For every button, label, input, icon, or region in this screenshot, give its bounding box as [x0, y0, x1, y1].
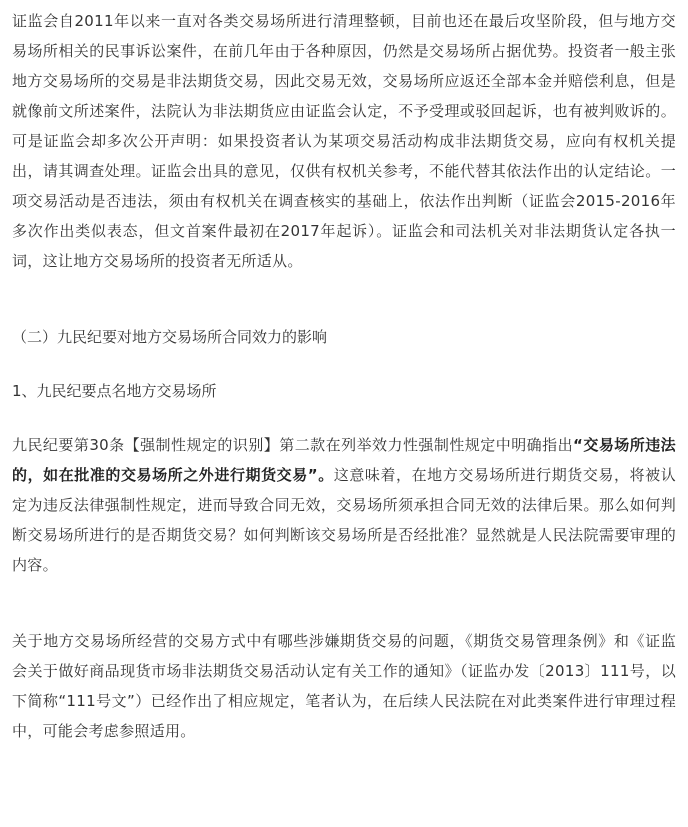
paragraph-futures-regulation: 关于地方交易场所经营的交易方式中有哪些涉嫌期货交易的问题，《期货交易管理条例》和《证监会关于做好商品现货市场非法期货交易活动认定有关工作的通知》（证监办发〔2013〕111号，以下简称“111号文”）已经作出了相应规定，笔者认为，在后续人民法院在对此类案件进行审理过程中，可能会考虑参照适用。	[12, 632, 676, 740]
paragraph-2-lead-text: 九民纪要第30条【强制性规定的识别】第二款在列举效力性强制性规定中明确指出	[12, 436, 574, 454]
section-heading: （二）九民纪要对地方交易场所合同效力的影响	[12, 328, 328, 346]
paragraph-regulatory-background: 证监会自2011年以来一直对各类交易场所进行清理整顿，目前也还在最后攻坚阶段，但与地方交易场所相关的民事诉讼案件，在前几年由于各种原因，仍然是交易场所占据优势。投资者一般主张地方交易场所的交易是非法期货交易，因此交易无效，交易场所应返还全部本金并赔偿利息，但是就像前文所述案件，法院认为非法期货应由证监会认定，不予受理或驳回起诉，也有被判败诉的。可是证监会却多次公开声明：如果投资者认为某项交易活动构成非法期货交易，应向有权机关提出，请其调查处理。证监会出具的意见，仅供有权机关参考，不能代替其依法作出的认定结论。一项交易活动是否违法，须由有权机关在调查核实的基础上，依法作出判断（证监会2015-2016年多次作出类似表态，但文首案件最初在2017年起诉）。证监会和司法机关对非法期货认定各执一词，这让地方交易场所的投资者无所适从。	[12, 12, 676, 270]
paragraph-article-30	[12, 430, 676, 580]
bold-quote: “交易场所违法的，如在批准的交易场所之外进行期货交易”。	[12, 436, 676, 484]
sub-heading: 1、九民纪要点名地方交易场所	[12, 382, 217, 400]
paragraph-2-tail-text: 这意味着，在地方交易场所进行期货交易，将被认定为违反法律强制性规定，进而导致合同无效，交易场所须承担合同无效的法律后果。那么如何判断交易场所进行的是否期货交易？如何判断该交易场所是否经批准？显然就是人民法院需要审理的内容。	[12, 466, 676, 574]
